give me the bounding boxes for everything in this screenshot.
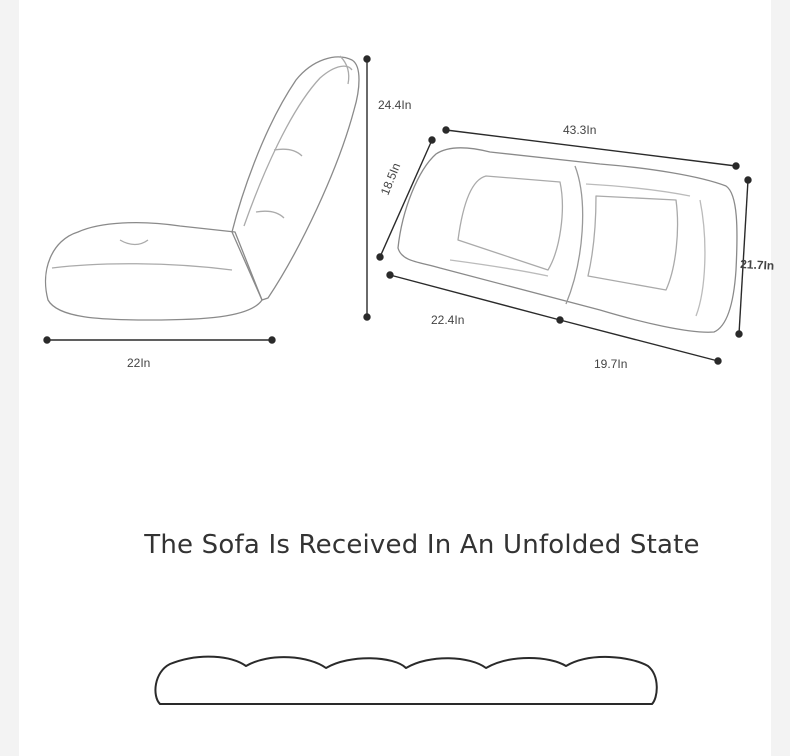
chair-depth-label: 22In	[127, 356, 151, 370]
sofa-dimension-lines	[377, 127, 751, 364]
sofa-width-label: 43.3In	[563, 123, 597, 137]
chair-side-view-sketch	[46, 56, 359, 320]
sofa-left-height-label: 18.5In	[377, 160, 404, 198]
sofa-bottom-right-label: 19.7In	[594, 357, 628, 371]
chair-height-label: 24.4In	[378, 98, 412, 112]
unfolded-sofa-outline	[155, 657, 656, 704]
sofa-bottom-left-label: 22.4In	[431, 313, 465, 327]
unfolded-state-caption: The Sofa Is Received In An Unfolded State	[144, 530, 700, 560]
sofa-right-height-label: 21.7In	[739, 257, 775, 273]
sofa-perspective-sketch	[398, 148, 737, 332]
